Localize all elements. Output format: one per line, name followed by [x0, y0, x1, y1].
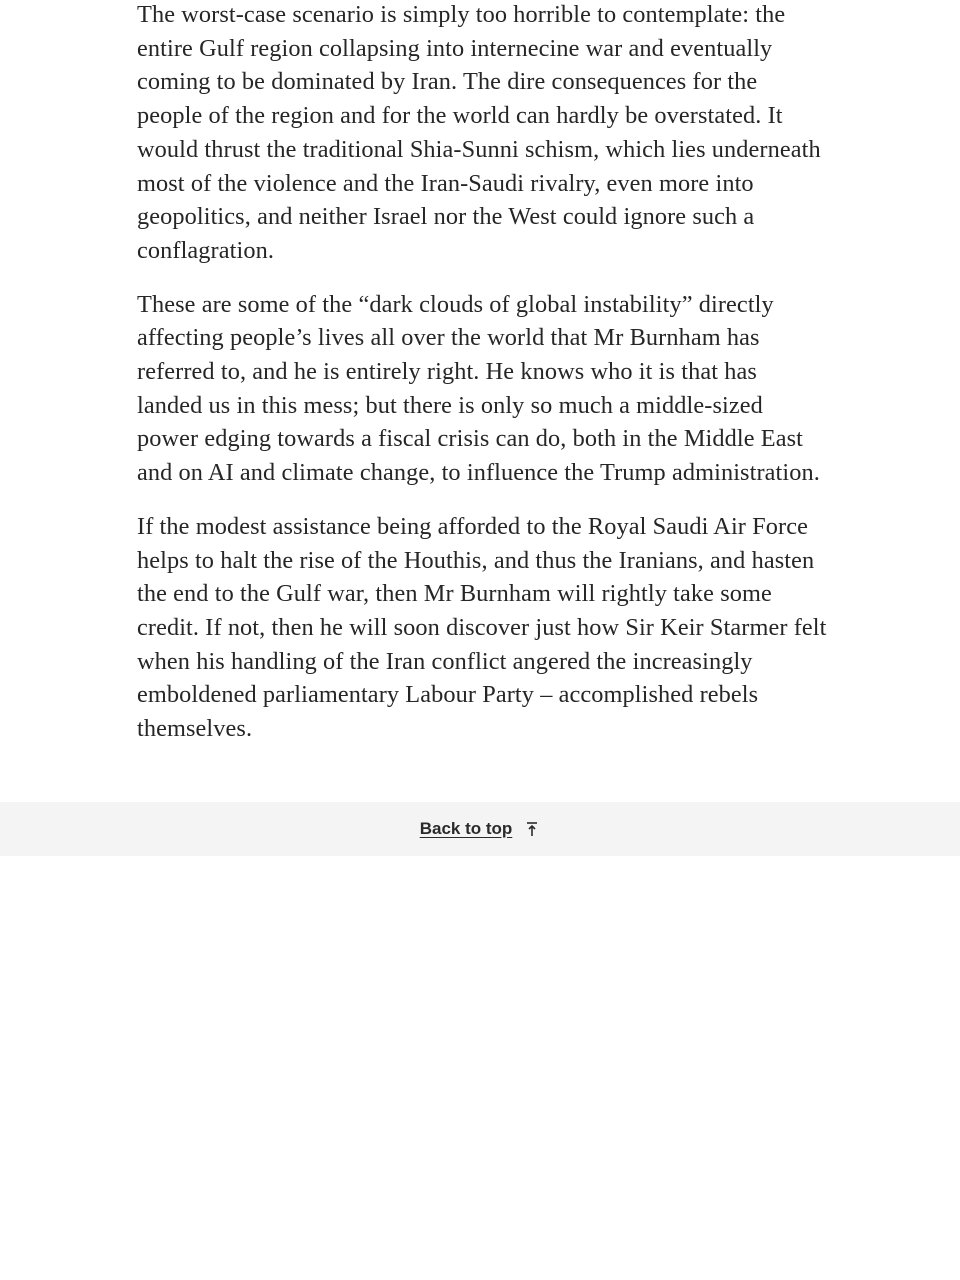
article-paragraph: The worst-case scenario is simply too horrible to contemplate: the entire Gulf region collapsing into internecine war and eventually coming to be dominated by Iran. The dire consequences for the people of the region and for the world can hardly be overstated. It would thrust the traditional Shia-Sunni schism, which lies underneath most of the violence and the Iran-Saudi rivalry, even more into geopolitics, and neither Israel nor the West could ignore such a conflagration.	[137, 1, 821, 264]
back-to-top-link[interactable]	[420, 819, 541, 839]
article-body	[137, 0, 827, 766]
arrow-up-to-line-icon	[524, 820, 540, 838]
article-paragraph: If the modest assistance being afforded to the Royal Saudi Air Force helps to halt the rise of the Houthis, and thus the Iranians, and hasten the end to the Gulf war, then Mr Burnham will rightly take some credit. If not, then he will soon discover just how Sir Keir Starmer felt when his handling of the Iran conflict angered the increasingly emboldened parliamentary Labour Party – accomplished rebels themselves.	[137, 512, 827, 743]
article-paragraph: These are some of the “dark clouds of global instability” directly affecting people’s lives all over the world that Mr Burnham has referred to, and he is entirely right. He knows who it is that has landed us in this mess; but there is only so much a middle-sized power edging towards a fiscal crisis can do, both in the Middle East and on AI and climate change, to influence the Trump administration.	[137, 290, 820, 487]
back-to-top-bar	[0, 802, 960, 856]
back-to-top-label: Back to top	[419, 819, 513, 838]
